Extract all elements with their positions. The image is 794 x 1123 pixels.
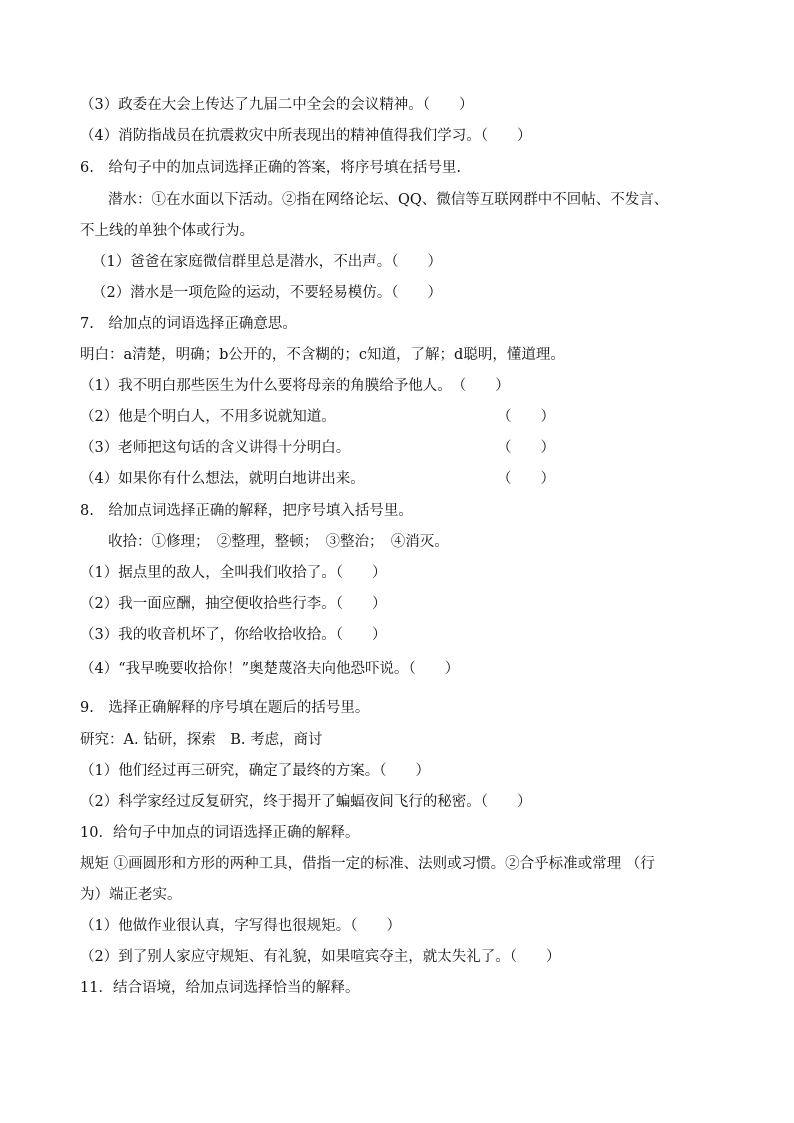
- q7-heading: 7. 给加点的词语选择正确意思。: [80, 316, 297, 332]
- q9-definition: 研究：A. 钻研，探索 B. 考虑，商讨: [80, 732, 323, 748]
- q10-definition-cont: 为）端正老实。: [80, 887, 182, 903]
- q11-heading: 11．结合语境，给加点词选择恰当的解释。: [80, 980, 360, 996]
- q5-item-4: （4）消防指战员在抗震救灾中所表现出的精神值得我们学习。（ ）: [80, 128, 532, 144]
- q8-heading: 8. 给加点词选择正确的解释，把序号填入括号里。: [80, 503, 413, 519]
- q5-item-3: （3）政委在大会上传达了九届二中全会的会议精神。（ ）: [80, 97, 474, 113]
- q7-item-1: （1）我不明白那些医生为什么要将母亲的角膜给予他人。 （ ）: [80, 378, 510, 394]
- q9-item-1: （1）他们经过再三研究，确定了最终的方案。（ ）: [80, 763, 430, 779]
- q8-definition: 收拾：①修理； ②整理，整顿； ③整治； ④消灭。: [108, 534, 449, 550]
- q10-heading: 10．给句子中加点的词语选择正确的解释。: [80, 825, 360, 841]
- q7-item-3-blank: （ ）: [497, 440, 555, 456]
- q7-item-4: （4）如果你有什么想法，就明白地讲出来。: [80, 471, 365, 487]
- q7-item-4-blank: （ ）: [497, 471, 555, 487]
- q9-heading: 9. 选择正确解释的序号填在题后的括号里。: [80, 700, 370, 716]
- q6-definition: 潜水：①在水面以下活动。②指在网络论坛、QQ、微信等互联网群中不回帖、不发言、: [108, 192, 669, 208]
- q8-item-2: （2）我一面应酬，抽空便收拾些行李。（ ）: [80, 596, 387, 612]
- q7-item-2-blank: （ ）: [497, 409, 555, 425]
- q7-item-2: （2）他是个明白人，不用多说就知道。: [80, 409, 336, 425]
- q10-item-2: （2）到了别人家应守规矩、有礼貌，如果喧宾夺主，就太失礼了。（ ）: [80, 949, 561, 965]
- q8-item-1: （1）据点里的敌人，全叫我们收拾了。（ ）: [80, 565, 387, 581]
- q6-item-2: （2）潜水是一项危险的运动，不要轻易模仿。（ ）: [92, 285, 442, 301]
- q8-item-3: （3）我的收音机坏了，你给收拾收拾。（ ）: [80, 627, 387, 643]
- q6-definition-cont: 不上线的单独个体或行为。: [80, 223, 254, 239]
- q10-definition: 规矩 ①画圆形和方形的两种工具，借指一定的标准、法则或习惯。②合乎标准或常理 （行: [80, 856, 655, 872]
- q6-heading: 6. 给句子中的加点词选择正确的答案，将序号填在括号里.: [80, 160, 461, 176]
- q8-item-4: （4）“我早晚要收拾你！”奥楚蔑洛夫向他恐吓说。（ ）: [80, 661, 460, 677]
- q7-definition: 明白：a清楚，明确；b公开的，不含糊的；c知道，了解；d聪明，懂道理。: [80, 347, 565, 363]
- q7-item-3: （3）老师把这句话的含义讲得十分明白。: [80, 440, 351, 456]
- q10-item-1: （1）他做作业很认真，字写得也很规矩。（ ）: [80, 918, 401, 934]
- q6-item-1: （1）爸爸在家庭微信群里总是潜水，不出声。（ ）: [92, 254, 442, 270]
- q9-item-2: （2）科学家经过反复研究，终于揭开了蝙蝠夜间飞行的秘密。（ ）: [80, 794, 532, 810]
